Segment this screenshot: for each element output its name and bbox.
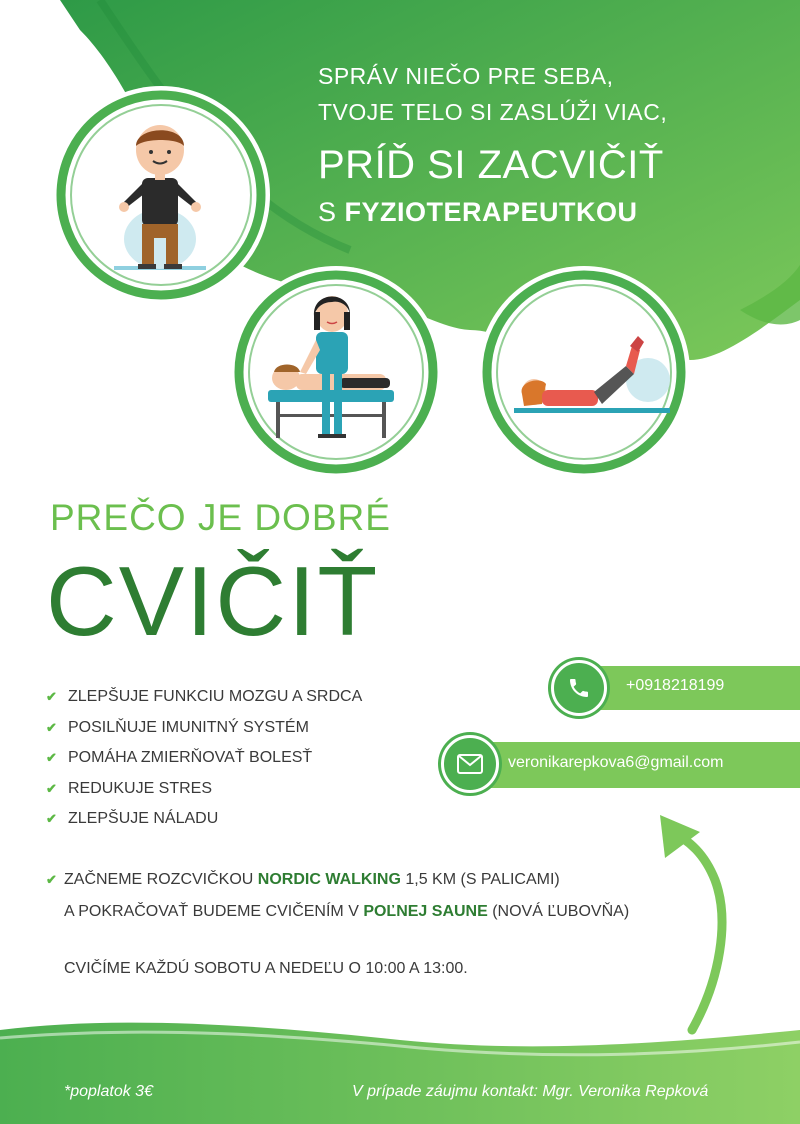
program-text: 1,5 KM (S PALICAMI)	[400, 871, 560, 888]
contact-person-text: V prípade záujmu kontakt: Mgr. Veronika Repková	[352, 1083, 709, 1100]
program-text: A POKRAČOVAŤ BUDEME CVIČENÍM V	[64, 903, 364, 920]
check-icon: ✔	[46, 689, 57, 705]
program-highlight: POĽNEJ SAUNE	[363, 903, 488, 920]
benefit-text: ZLEPŠUJE FUNKCIU MOZGU A SRDCA	[68, 688, 363, 706]
phone-bar	[580, 666, 800, 710]
email-address[interactable]: veronikarepkova6@gmail.com	[508, 754, 724, 771]
list-item	[46, 682, 362, 713]
check-icon: ✔	[46, 719, 57, 735]
headline-line-1: SPRÁV NIEČO PRE SEBA,	[318, 63, 614, 89]
program-highlight: NORDIC WALKING	[257, 871, 401, 888]
headline-line-4	[318, 192, 667, 232]
envelope-icon	[457, 754, 483, 774]
why-subtitle: PREČO JE DOBRÉ	[50, 497, 391, 538]
why-title: CVIČIŤ	[46, 546, 380, 656]
headline-line-4-bold: FYZIOTERAPEUTKOU	[344, 197, 638, 227]
phone-icon	[567, 676, 591, 700]
benefits-list	[46, 682, 362, 835]
illustration-massage	[230, 266, 442, 478]
check-icon: ✔	[46, 872, 57, 887]
benefit-text: POSILŇUJE IMUNITNÝ SYSTÉM	[68, 718, 309, 736]
headline-line-4-prefix: S	[318, 197, 345, 227]
headline-line-2: TVOJE TELO SI ZASLÚŽI VIAC,	[318, 99, 668, 125]
program-text: (NOVÁ ĽUBOVŇA)	[487, 903, 630, 920]
phone-number[interactable]: +0918218199	[626, 677, 725, 694]
email-bar	[470, 742, 800, 788]
headline-line-3: PRÍĎ SI ZACVIČIŤ	[318, 143, 664, 187]
illustration-leg-exercise	[478, 266, 690, 478]
check-icon: ✔	[46, 750, 57, 766]
phone-icon-button[interactable]	[551, 660, 607, 716]
list-item	[46, 743, 362, 774]
benefit-text: REDUKUJE STRES	[68, 779, 213, 797]
fee-text: *poplatok 3€	[64, 1083, 153, 1100]
program-line-2	[64, 900, 629, 924]
email-icon-button[interactable]	[441, 735, 499, 793]
schedule-text: CVIČÍME KAŽDÚ SOBOTU A NEDEĽU O 10:00 A 13:00.	[64, 960, 468, 977]
check-icon: ✔	[46, 811, 57, 827]
list-item	[46, 713, 362, 744]
program-description	[46, 868, 630, 920]
headline	[318, 58, 667, 232]
list-item	[46, 774, 362, 805]
benefit-text: POMÁHA ZMIERŇOVAŤ BOLESŤ	[68, 749, 313, 767]
benefit-text: ZLEPŠUJE NÁLADU	[68, 810, 219, 828]
program-line-1	[46, 868, 560, 892]
program-text: ZAČNEME ROZCVIČKOU	[64, 871, 258, 888]
list-item	[46, 804, 362, 835]
check-icon: ✔	[46, 780, 57, 796]
